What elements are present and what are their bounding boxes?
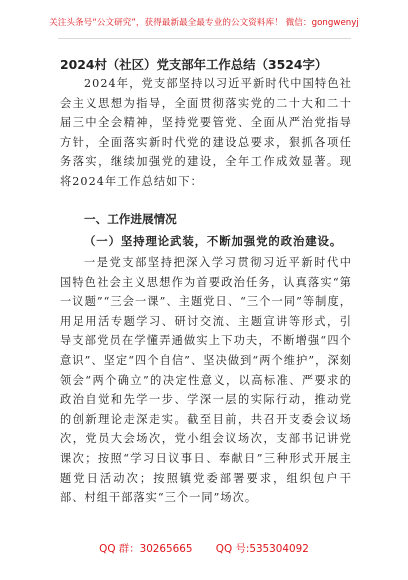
intro-paragraph: 2024年，党支部坚持以习近平新时代中国特色社会主义思想为指导，全面贯彻落实党的二十大和二十届三中全会精神，坚持党要管党、全面从严治党指导方针，全面落实新时代党的建设总要求，狠抓各项任务落实，继续加强党的建设，全年工作成效显著。现将2024年工作总结如下： [60,77,352,188]
document-title: 2024村（社区）党支部年工作总结（3524字） [60,57,328,72]
qq-number-label: QQ 号:535304092 [215,543,309,555]
qq-group-label: QQ 群：30265665 [99,543,193,555]
section-heading: 一、工作进展情况 [84,212,177,226]
header-banner: 关注头条号“公文研究”，获得最新最全最专业的公文资料库！ 微信：gongwenyj [49,18,359,28]
subsection-heading: （一）坚持理论武装，不断加强党的政治建设。 [84,234,343,248]
header-divider [58,38,351,39]
body-paragraph: 一是党支部坚持把深入学习贯彻习近平新时代中国特色社会主义思想作为首要政治任务，认真落实“第一议题”“三会一课”、主题党日、“三个一同”等制度，用足用活专题学习、研讨交流、主题宣讲等形式，引导支部党员在学懂弄通做实上下功夫，不断增强“四个意识”、坚定“四个自信”、坚决做到“两个维护”，深刻领会“两个确立”的决定性意义，以高标准、严要求的政治自觉和先学一步、学深一层的实际行动，推动党的创新理论走深走实。截至目前，共召开支委会议场次，党员大会场次，党小组会议场次，支部书记讲党课次；按照“学习日议事日、奉献日”三种形式开展主题党日活动次；按照镇党委部署要求，组织包户干部、村组干部落实“三个一同”场次。 [60,256,352,505]
footer-contact [0,540,408,555]
